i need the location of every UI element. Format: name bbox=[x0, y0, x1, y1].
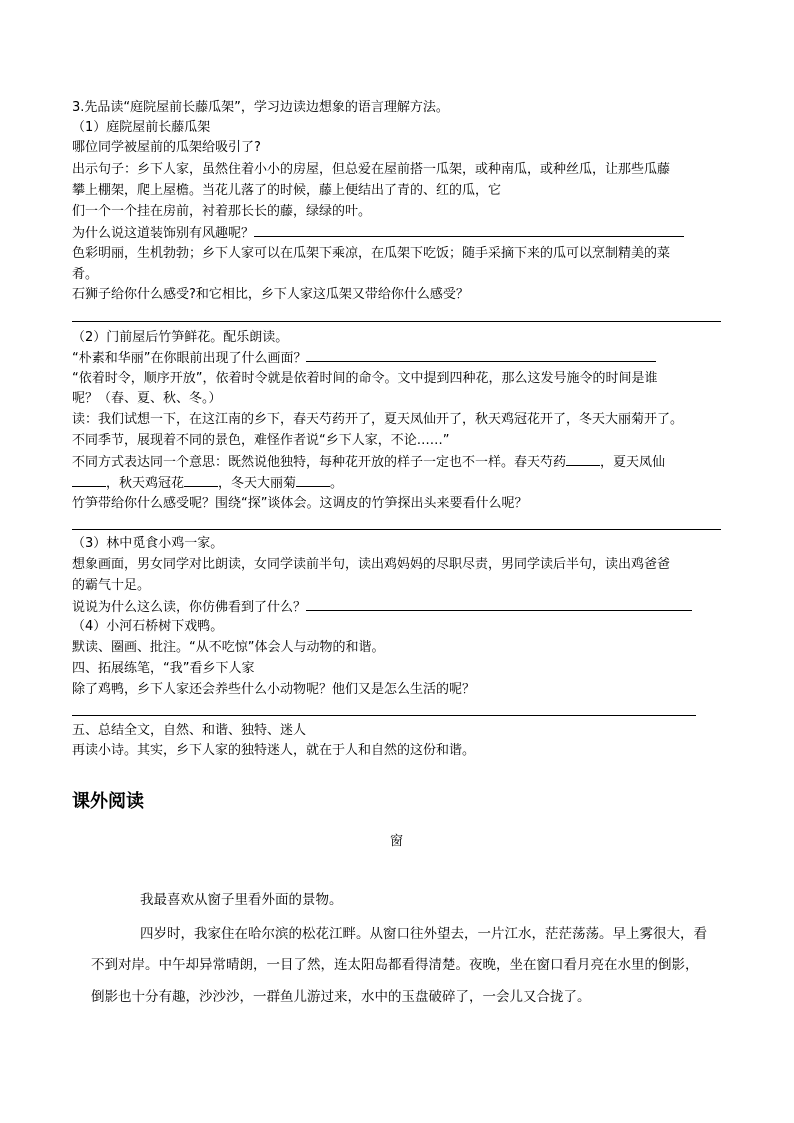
fill-line-2 bbox=[72, 474, 343, 493]
answer-blank[interactable] bbox=[254, 224, 684, 237]
silent-reading: 默读、圈画、批注。“从不吃惊”体会人与动物的和谐。 bbox=[72, 640, 385, 655]
quote-line-3: 们一个一个挂在房前，衬着那长长的藤，绿绿的叶。 bbox=[72, 204, 372, 219]
answer-blank[interactable] bbox=[306, 598, 692, 611]
subsection-4-title: （4）小河石桥树下戏鸭。 bbox=[72, 619, 224, 634]
question-3: 石狮子给你什么感受?和它相比，乡下人家这瓜架又带给你什么感受？ bbox=[72, 287, 469, 302]
passage-paragraph-1: 我最喜欢从窗子里看外面的景物。 bbox=[140, 892, 343, 908]
question-5-line-1: “依着时令，顺序开放”，依着时令就是依着时间的命令。文中提到四种花，那么这发号施令的时间是谁 bbox=[72, 371, 658, 386]
passage-paragraph-2-line-1: 四岁时，我家住在哈尔滨的松花江畔。从窗口往外望去，一片江水，茫茫荡荡。早上雾很大，看 bbox=[140, 926, 707, 942]
answer-line[interactable] bbox=[72, 529, 721, 530]
question-1: 哪位同学被屋前的瓜架给吸引了? bbox=[72, 140, 261, 155]
question-7-row bbox=[72, 598, 692, 617]
answer-2-line-2: 肴。 bbox=[72, 267, 99, 282]
summary: 再读小诗。其实，乡下人家的独特迷人，就在于人和自然的这份和谐。 bbox=[72, 743, 476, 758]
imagine-line-2: 的霸气十足。 bbox=[72, 578, 151, 593]
fill-text: 不同方式表达同一个意思：既然说他独特，每种花开放的样子一定也不一样。春天芍药 bbox=[72, 455, 567, 470]
subsection-1-title: （1）庭院屋前长藤瓜架 bbox=[72, 120, 211, 135]
fill-text: ，夏天凤仙 bbox=[600, 455, 666, 470]
answer-line[interactable] bbox=[72, 321, 721, 322]
passage-title: 窗 bbox=[390, 834, 404, 849]
quote-line-2: 攀上棚架，爬上屋檐。当花儿落了的时候，藤上便结出了青的、红的瓜，它 bbox=[72, 183, 502, 198]
passage-paragraph-2-line-2: 不到对岸。中午却异常晴朗，一目了然，连太阳岛都看得清楚。夜晚，坐在窗口看月亮在水里的倒影， bbox=[91, 957, 699, 973]
read-line-1: 读：我们试想一下，在这江南的乡下，春天芍药开了，夏天凤仙开了，秋天鸡冠花开了，冬天大丽菊开了。 bbox=[72, 412, 684, 427]
fill-text: 。 bbox=[330, 476, 344, 491]
section3-header: 3.先品读“庭院屋前长藤瓜架”，学习边读边想象的语言理解方法。 bbox=[72, 100, 449, 115]
part-5-title: 五、总结全文，自然、和谐、独特、迷人 bbox=[72, 723, 307, 738]
passage-paragraph-2-line-3: 倒影也十分有趣，沙沙沙，一群鱼儿游过来，水中的玉盘破碎了，一会儿又合拢了。 bbox=[91, 989, 591, 1005]
question-8: 除了鸡鸭，乡下人家还会养些什么小动物呢？他们又是怎么生活的呢？ bbox=[72, 682, 476, 697]
question-4: “朴素和华丽”在你眼前出现了什么画面？ bbox=[72, 351, 307, 366]
question-2-row bbox=[72, 224, 684, 243]
fill-line-1 bbox=[72, 453, 665, 472]
answer-blank[interactable] bbox=[306, 349, 656, 362]
question-5-line-2: 呢？（春、夏、秋、冬。） bbox=[72, 391, 222, 406]
fill-text: ，秋天鸡冠花 bbox=[106, 476, 185, 491]
question-2: 为什么说这道装饰别有风趣呢？ bbox=[72, 226, 255, 241]
fill-blank[interactable] bbox=[184, 474, 218, 487]
question-7: 说说为什么这么读，你仿佛看到了什么？ bbox=[72, 600, 307, 615]
fill-text: ，冬天大丽菊 bbox=[218, 476, 297, 491]
fill-blank[interactable] bbox=[72, 474, 106, 487]
subsection-2-title: （2）门前屋后竹笋鲜花。配乐朗读。 bbox=[72, 330, 289, 345]
imagine-line-1: 想象画面，男女同学对比朗读，女同学读前半句，读出鸡妈妈的尽职尽责，男同学读后半句，读出鸡爸爸 bbox=[72, 557, 671, 572]
read-line-2: 不同季节，展现着不同的景色，难怪作者说“乡下人家，不论……” bbox=[72, 433, 450, 448]
answer-2-line-1: 色彩明丽，生机勃勃；乡下人家可以在瓜架下乘凉，在瓜架下吃饭；随手采摘下来的瓜可以烹制精美的菜 bbox=[72, 246, 671, 261]
fill-blank[interactable] bbox=[566, 453, 600, 466]
subsection-3-title: （3）林中觅食小鸡一家。 bbox=[72, 536, 224, 551]
fill-blank[interactable] bbox=[296, 474, 330, 487]
part-4-title: 四、拓展练笔，“我”看乡下人家 bbox=[72, 661, 255, 676]
extra-reading-heading: 课外阅读 bbox=[72, 791, 144, 812]
answer-line[interactable] bbox=[72, 715, 696, 716]
quote-line-1: 出示句子：乡下人家，虽然住着小小的房屋，但总爱在屋前搭一瓜架，或种南瓜，或种丝瓜，让那些瓜藤 bbox=[72, 162, 671, 177]
question-6: 竹笋带给你什么感受呢？围绕“探”谈体会。这调皮的竹笋探出头来要看什么呢？ bbox=[72, 496, 528, 511]
question-4-row bbox=[72, 349, 656, 368]
